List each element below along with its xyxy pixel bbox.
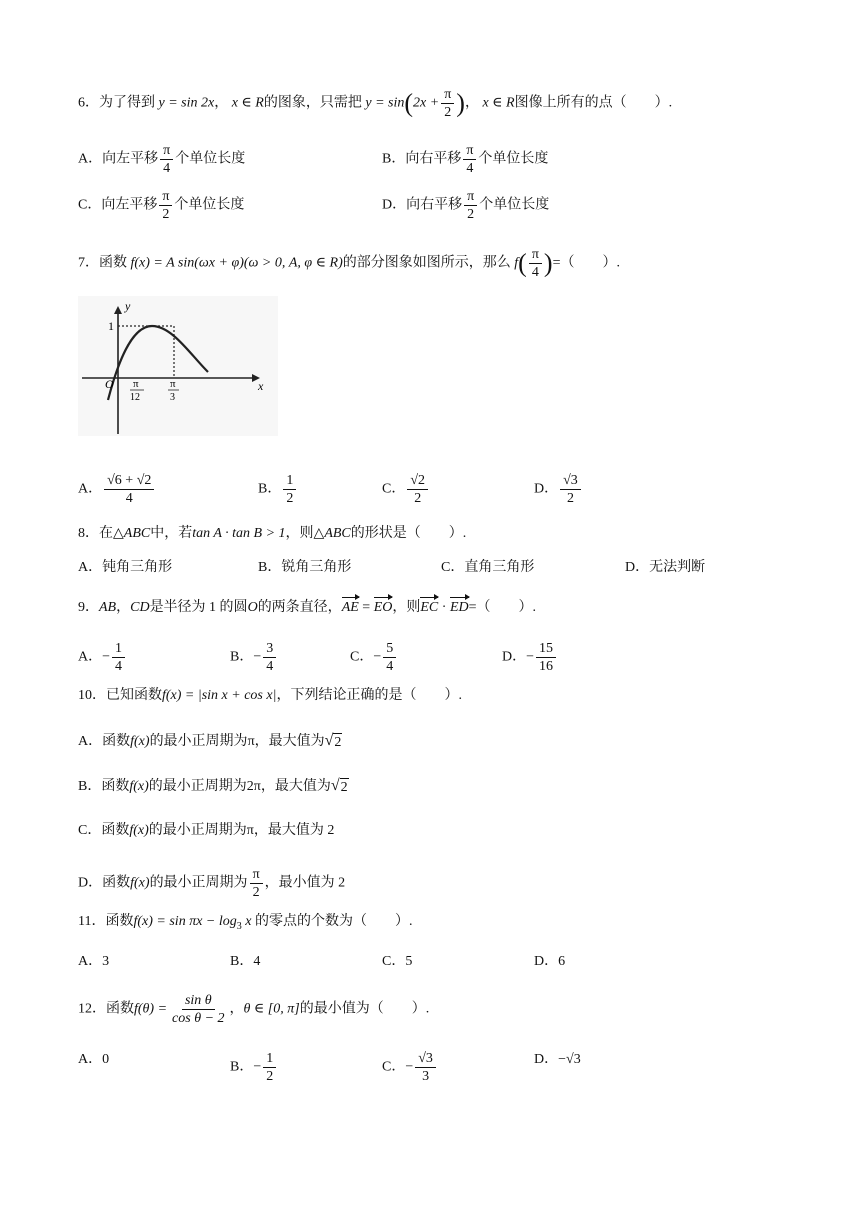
q9-option-b[interactable]: B．− $\frac{3}{4}$ (230, 640, 278, 675)
q9-option-a[interactable]: A．− $\frac{1}{4}$ (78, 640, 127, 675)
vector-eo: EO (374, 598, 393, 618)
q12-option-a[interactable]: A．0 (78, 1052, 110, 1067)
q6-option-a[interactable]: A．向左平移 $\frac{\pi}{4}$ 个单位长度 (78, 143, 246, 176)
vector-ec: EC (420, 598, 438, 618)
vector-ed: ED (450, 598, 469, 618)
q6-option-b[interactable]: B．向右平移 $\frac{\pi}{4}$ 个单位长度 (382, 143, 549, 176)
q9-option-c[interactable]: C．− $\frac{5}{4}$ (350, 640, 398, 675)
graph-tick-pi3-num: π (170, 378, 176, 390)
q12-option-b[interactable]: B．− $\frac{1}{2}$ (230, 1050, 278, 1085)
q8-option-c[interactable]: C．直角三角形 (441, 560, 535, 575)
graph-tick-pi3-den: 3 (170, 392, 175, 403)
vector-ae: AE (342, 598, 359, 618)
q12-stem: 12．函数f(θ) = $\frac{\text{sin θ}}{\text{cos θ − 2}}$ ，θ ∈ [0, π]的最小值为（ ）. (78, 993, 430, 1026)
q12-option-d[interactable]: D．−√3 (534, 1052, 581, 1067)
q6-option-d[interactable]: D．向右平移 $\frac{\pi}{2}$ 个单位长度 (382, 189, 550, 222)
q7-option-a[interactable]: A． $\frac{√6 + √2}{4}$ (78, 472, 156, 507)
q11-option-d[interactable]: D．6 (534, 954, 566, 969)
graph-origin: O (105, 377, 114, 391)
q7-option-b[interactable]: B． $\frac{1}{2}$ (258, 472, 298, 507)
graph-x-label: x (258, 379, 264, 393)
q10-option-c[interactable]: C．函数f(x)的最小正周期为π，最大值为 2 (78, 823, 335, 838)
q6-option-c[interactable]: C．向左平移 $\frac{\pi}{2}$ 个单位长度 (78, 189, 245, 222)
graph-y-label: y (125, 299, 131, 313)
q6-stem: 6．为了得到 y = sin 2x， x ∈ R的图象，只需把 y = sin(2x + $\frac{\pi}{2}$ )， x ∈ R图像上所有的点（ ）. (78, 87, 673, 120)
q6-frac-pi-2: $\frac{\pi}{2}$ (441, 86, 454, 121)
q8-option-a[interactable]: A．钝角三角形 (78, 560, 173, 575)
q8-option-b[interactable]: B．锐角三角形 (258, 560, 352, 575)
q12-option-c[interactable]: C．− $\frac{√3}{3}$ (382, 1050, 438, 1085)
q11-option-c[interactable]: C．5 (382, 954, 413, 969)
graph-tick-pi12-num: π (133, 378, 139, 390)
graph-tick-1: 1 (108, 319, 114, 333)
q7-stem: 7．函数 f(x) = A sin(ωx + φ)(ω > 0, A, φ ∈ R)的部分图象如图所示，那么 f( $\frac{\pi}{4}$ )=（ ）. (78, 247, 620, 280)
q10-option-d[interactable]: D．函数f(x)的最小正周期为 $\frac{\pi}{2}$ ，最小值为 2 (78, 867, 346, 900)
q10-option-b[interactable]: B．函数f(x)的最小正周期为2π，最大值为 √ 2 (78, 777, 348, 795)
graph-tick-pi12-den: 12 (130, 392, 140, 403)
q7-option-d[interactable]: D． $\frac{√3}{2}$ (534, 472, 583, 507)
q10-option-a[interactable]: A．函数f(x)的最小正周期为π，最大值为 √ 2 (78, 732, 342, 750)
q11-option-b[interactable]: B．4 (230, 954, 261, 969)
q9-stem: 9．AB，CD是半径为 1 的圆O的两条直径，AE = EO，则EC · ED=（ ）. (78, 598, 536, 618)
q10-stem: 10．已知函数f(x) = |sin x + cos x|，下列结论正确的是（ ）. (78, 688, 462, 703)
q7-option-c[interactable]: C． $\frac{√2}{2}$ (382, 472, 430, 507)
q11-option-a[interactable]: A．3 (78, 954, 110, 969)
q7-function-graph (78, 296, 278, 436)
q11-stem: 11．函数$f(x) = \sin \pi x - \log_3 x$ 的零点的个数为（ ）. (78, 914, 413, 932)
q8-option-d[interactable]: D．无法判断 (625, 560, 706, 575)
q9-option-d[interactable]: D．− $\frac{15}{16}$ (502, 640, 558, 675)
q8-stem: 8．在△ABC中，若tan A · tan B > 1，则△ABC的形状是（ ）. (78, 526, 467, 541)
